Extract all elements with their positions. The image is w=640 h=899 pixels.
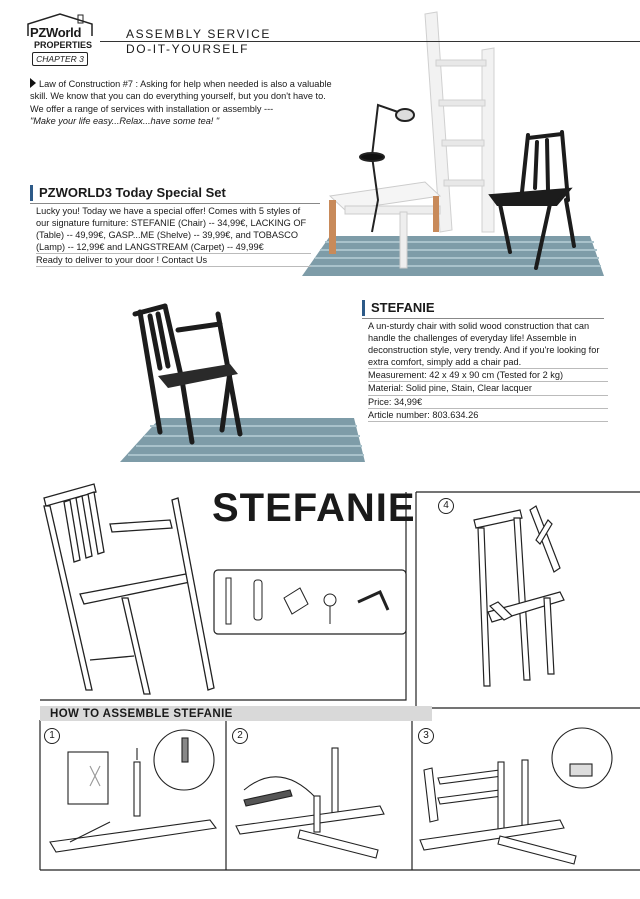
step2-drawing — [236, 748, 384, 858]
product-rule — [362, 318, 604, 319]
header-line-1: ASSEMBLY SERVICE — [126, 27, 271, 41]
stefanie-chair-photo — [120, 306, 365, 462]
product-price: Price: 34,99€ — [368, 396, 608, 409]
room-set-photo — [302, 12, 604, 276]
step3-drawing — [420, 728, 612, 864]
logo-chapter: CHAPTER 3 — [32, 52, 88, 66]
stefanie-line-drawing — [44, 484, 214, 694]
product-description: A un-sturdy chair with solid wood construction that can handle the challenges of everyday life! Assemble in deconstruction style, very trendy. And if you're looking for extra comfort, simply add a chair pad. — [368, 320, 608, 369]
bullet-triangle-icon — [30, 78, 36, 88]
howto-title: HOW TO ASSEMBLE STEFANIE — [50, 708, 233, 720]
intro-paragraph — [30, 78, 336, 128]
manual-product-name: STEFANIE — [212, 486, 416, 530]
step-number-2: 2 — [232, 728, 248, 744]
special-title: PZWORLD3 Today Special Set — [30, 185, 226, 201]
product-title: STEFANIE — [362, 300, 435, 316]
logo-title: PZWorld — [30, 25, 82, 40]
special-body — [36, 205, 311, 267]
intro-text: Law of Construction #7 : Asking for help when needed is also a valuable skill. We know that you can do everything yourself, but you don't have to. We offer a range of services with installation or assembly --- — [30, 79, 332, 114]
step-number-3: 3 — [418, 728, 434, 744]
special-line: Lucky you! Today we have a special offer! Comes with 5 styles of our signature furniture: STEFANIE (Chair) -- 34,99€, LACKING OF (Table) -- 49,99€, GASP...ME (Shelve) -- 39,99€, and TOBASCO (Lamp) -- 12,99€ and LANGSTREAM (Carpet) -- 49,99€ — [36, 205, 311, 254]
step-number-1: 1 — [44, 728, 60, 744]
intro-quote: "Make your life easy...Relax...have some tea! " — [30, 116, 220, 127]
header-line-2: DO-IT-YOURSELF — [126, 42, 250, 56]
product-material: Material: Solid pine, Stain, Clear lacquer — [368, 382, 608, 395]
logo-subtitle: PROPERTIES — [34, 40, 93, 50]
step-number-4: 4 — [438, 498, 454, 514]
step4-drawing — [474, 506, 564, 686]
product-article-number: Article number: 803.634.26 — [368, 409, 608, 422]
product-measurement: Measurement: 42 x 49 x 90 cm (Tested for 2 kg) — [368, 369, 608, 382]
special-contact-link[interactable]: Ready to deliver to your door ! Contact Us — [36, 254, 311, 267]
step1-drawing — [50, 730, 216, 852]
hardware-box — [214, 570, 406, 634]
product-details — [368, 320, 608, 422]
special-rule — [30, 203, 320, 204]
